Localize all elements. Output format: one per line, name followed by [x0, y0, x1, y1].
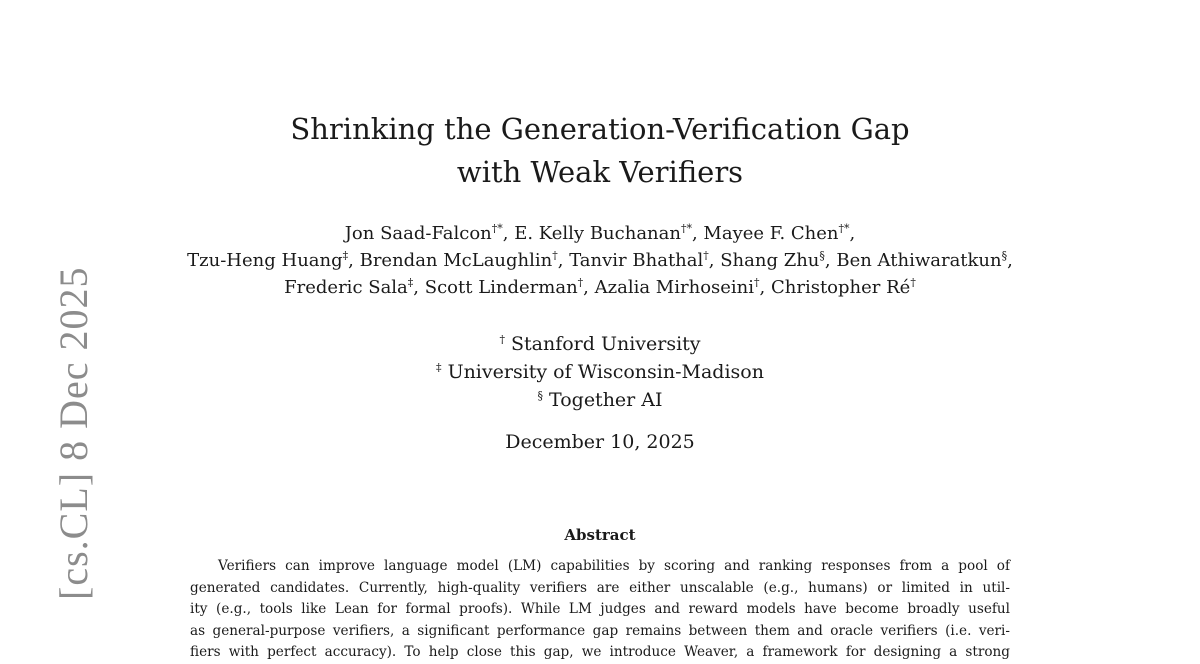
author-separator: ,	[348, 250, 360, 271]
author-affiliation-mark: †	[552, 249, 558, 262]
affiliation	[0, 330, 1200, 358]
author-affiliation-mark: †	[703, 249, 709, 262]
affiliation-mark: †	[499, 333, 505, 346]
abstract-heading: Abstract	[564, 526, 636, 544]
affiliation-list	[0, 330, 1200, 414]
author-name: Jon Saad-Falcon	[344, 223, 492, 244]
author-affiliation-mark: †*	[838, 222, 850, 235]
author-name: Shang Zhu	[720, 250, 820, 271]
author-affiliation-mark: ‡	[407, 276, 414, 289]
author-affiliation-mark: †	[754, 276, 760, 289]
abstract-body	[190, 556, 1010, 664]
author-list	[0, 220, 1200, 301]
author-separator: ,	[583, 277, 595, 298]
abstract-line: fiers with perfect accuracy). To help close this gap, we introduce Weaver, a framework for designing a strong	[190, 644, 1010, 660]
author-line-1	[0, 220, 1200, 247]
author-affiliation-mark: ‡	[342, 249, 349, 262]
author-separator: ,	[708, 250, 721, 271]
abstract-line: Verifiers can improve language model (LM) capabilities by scoring and ranking responses from a pool of	[218, 558, 1010, 574]
author-separator: ,	[502, 223, 515, 244]
author-affiliation-mark: †*	[491, 222, 503, 235]
author-separator: ,	[759, 277, 771, 298]
author-name: Brendan McLaughlin	[359, 250, 553, 271]
author-name: Scott Linderman	[424, 277, 578, 298]
author-line-2	[0, 247, 1200, 274]
title-line-1: Shrinking the Generation-Verification Gap	[290, 112, 910, 146]
author-separator: ,	[413, 277, 425, 298]
author-name: Ben Athiwaratkun	[836, 250, 1002, 271]
author-separator: ,	[691, 223, 704, 244]
author-separator: ,	[557, 250, 570, 271]
author-name: Mayee F. Chen	[703, 223, 839, 244]
author-separator: ,	[1007, 250, 1013, 271]
author-name: E. Kelly Buchanan	[514, 223, 681, 244]
author-name: Azalia Mirhoseini	[594, 277, 755, 298]
author-name: Christopher Ré	[770, 277, 911, 298]
author-separator: ,	[824, 250, 837, 271]
author-affiliation-mark: §	[819, 249, 825, 262]
affiliation	[0, 386, 1200, 414]
author-affiliation-mark: §	[1001, 249, 1008, 262]
author-affiliation-mark: †*	[680, 222, 692, 235]
affiliation-name: Together AI	[549, 389, 663, 411]
author-name: Tzu-Heng Huang	[187, 250, 343, 271]
abstract-line: generated candidates. Currently, high-quality verifiers are either unscalable (e.g., humans) or limited in util-	[190, 579, 1010, 596]
publication-date: December 10, 2025	[505, 431, 695, 453]
arxiv-identifier-stamp: [cs.CL] 8 Dec 2025	[51, 266, 96, 600]
affiliation-name: Stanford University	[510, 333, 701, 355]
affiliation-mark: §	[537, 389, 543, 402]
author-name: Tanvir Bhathal	[569, 250, 704, 271]
abstract-line: ity (e.g., tools like Lean for formal proofs). While LM judges and reward models have become broadly useful	[190, 601, 1010, 617]
paper-title	[0, 108, 1200, 194]
abstract-line: as general-purpose verifiers, a significant performance gap remains between them and oracle verifiers (i.e. veri-	[190, 622, 1010, 639]
author-name: Frederic Sala	[284, 277, 408, 298]
author-affiliation-mark: †	[910, 276, 916, 289]
author-line-3	[0, 274, 1200, 301]
title-line-2: with Weak Verifiers	[456, 155, 744, 189]
author-affiliation-mark: †	[577, 276, 584, 289]
author-separator: ,	[849, 223, 856, 244]
affiliation-name: University of Wisconsin-Madison	[447, 361, 764, 383]
affiliation-mark: ‡	[436, 361, 442, 374]
affiliation	[0, 358, 1200, 386]
